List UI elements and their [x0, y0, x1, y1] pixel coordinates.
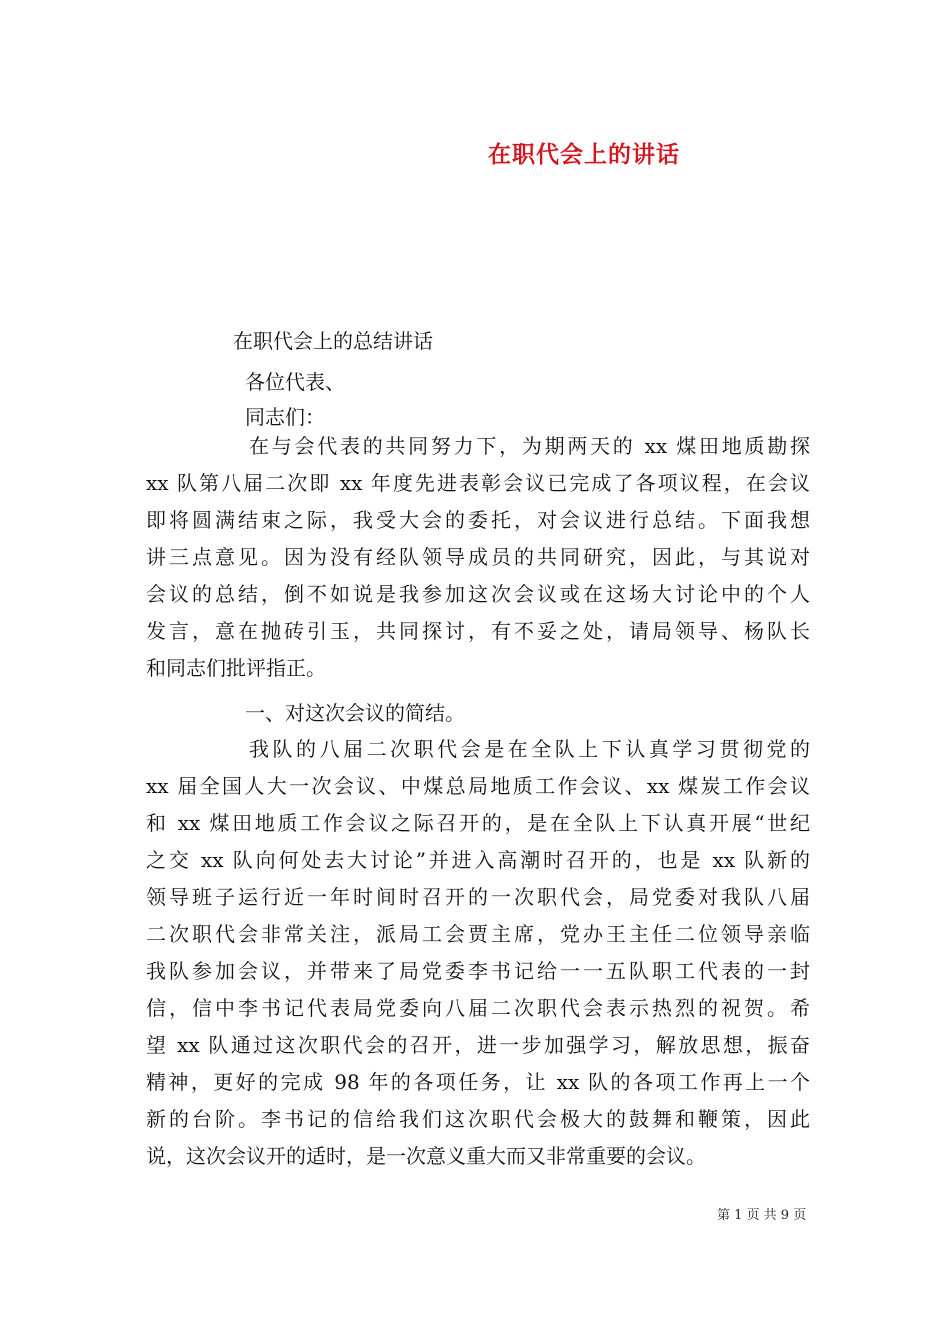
- paragraph-line: 会议的总结，倒不如说是我参加这次会议或在这场大讨论中的个人: [146, 582, 810, 606]
- paragraph-line: 讲三点意见。因为没有经队领导成员的共同研究，因此，与其说对: [146, 545, 810, 569]
- paragraph-line: 之交 xx 队向何处去大讨论”并进入高潮时召开的，也是 xx 队新的: [146, 848, 810, 872]
- paragraph-line: 即将圆满结束之际，我受大会的委托，对会议进行总结。下面我想: [146, 508, 810, 532]
- paragraph-line: 二次职代会非常关注，派局工会贾主席，党办王主任二位领导亲临: [146, 922, 810, 946]
- paragraph-line: 发言，意在抛砖引玉，共同探讨，有不妥之处，请局领导、杨队长: [146, 619, 810, 643]
- paragraph-summary: [146, 731, 810, 1175]
- speech-subtitle: 在职代会上的总结讲话: [233, 329, 433, 353]
- paragraph-line: 领导班子运行近一年时间时召开的一次职代会，局党委对我队八届: [146, 885, 810, 909]
- salutation-representatives: 各位代表、: [245, 370, 345, 394]
- paragraph-line: 我队的八届二次职代会是在全队上下认真学习贯彻党的: [249, 737, 810, 761]
- paragraph-line: 新的台阶。李书记的信给我们这次职代会极大的鼓舞和鞭策，因此: [146, 1107, 810, 1131]
- paragraph-line: xx 队第八届二次即 xx 年度先进表彰会议已完成了各项议程，在会议: [146, 471, 810, 495]
- document-title: 在职代会上的讲话: [488, 141, 680, 168]
- paragraph-line: 在与会代表的共同努力下，为期两天的 xx 煤田地质勘探: [249, 434, 810, 458]
- paragraph-line: xx 届全国人大一次会议、中煤总局地质工作会议、xx 煤炭工作会议: [146, 774, 810, 798]
- paragraph-line: 信，信中李书记代表局党委向八届二次职代会表示热烈的祝贺。希: [146, 996, 810, 1020]
- paragraph-line: 说，这次会议开的适时，是一次意义重大而又非常重要的会议。: [146, 1144, 706, 1168]
- paragraph-line: 和 xx 煤田地质工作会议之际召开的，是在全队上下认真开展“世纪: [146, 811, 810, 835]
- page-number: 第 1 页 共 9 页: [717, 1208, 807, 1223]
- paragraph-line: 和同志们批评指正。: [146, 656, 326, 680]
- paragraph-opening: [146, 428, 810, 687]
- section-heading-1: 一、对这次会议的简结。: [245, 701, 465, 725]
- paragraph-line: 我队参加会议，并带来了局党委李书记给一一五队职工代表的一封: [146, 959, 810, 983]
- paragraph-line: 精神，更好的完成 98 年的各项任务，让 xx 队的各项工作再上一个: [146, 1070, 810, 1094]
- paragraph-line: 望 xx 队通过这次职代会的召开，进一步加强学习，解放思想，振奋: [146, 1033, 810, 1057]
- salutation-comrades: 同志们：: [245, 405, 325, 429]
